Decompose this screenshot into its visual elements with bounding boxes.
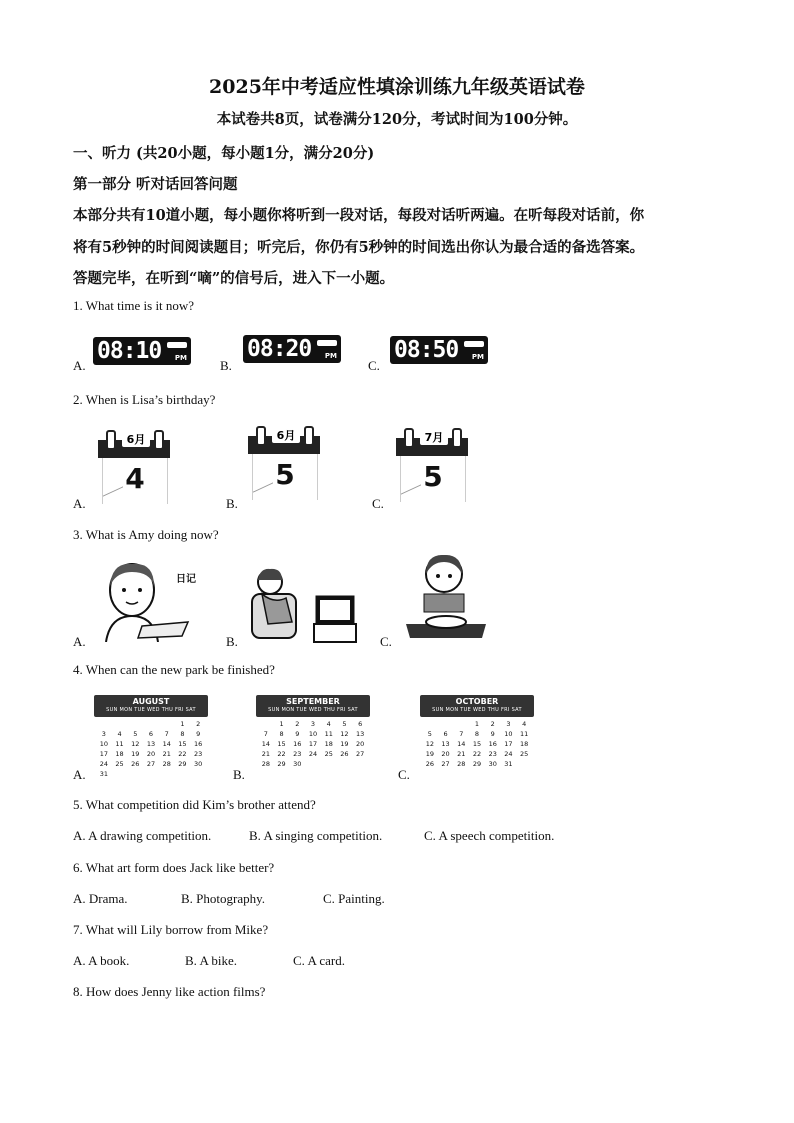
calendar-day-number: 20 xyxy=(146,750,156,758)
exam-subtitle: 本试卷共8页，试卷满分120分，考试时间为100分钟。 xyxy=(216,111,578,128)
calendar-day-number: 15 xyxy=(472,740,482,748)
calendar-day-number: 3 xyxy=(506,720,511,728)
calendar-day-number: 14 xyxy=(261,740,270,748)
calendar-day-number: 23 xyxy=(194,750,203,758)
clock-time: 08:10 xyxy=(97,338,162,364)
calendar-day-grid xyxy=(96,720,206,778)
calendar-day-number: 3 xyxy=(310,720,316,728)
calendar-icon-b xyxy=(248,426,320,502)
option-a[interactable]: A. A book. xyxy=(73,953,130,968)
calendar-day-number: 9 xyxy=(295,730,300,738)
part-heading: 第一部分 听对话回答问题 xyxy=(73,176,238,193)
calendar-day-number: 15 xyxy=(277,740,286,748)
calendar-day-number: 11 xyxy=(324,730,333,738)
calendar-day-number: 29 xyxy=(178,760,187,768)
calendar-day-number: 2 xyxy=(295,720,300,728)
option-label[interactable]: A. xyxy=(73,358,86,373)
calendar-day-number: 2 xyxy=(490,720,495,728)
question-5: 5. What competition did Kim’s brother attend? xyxy=(73,797,316,812)
calendar-blank xyxy=(143,720,159,728)
calendar-day-number: 30 xyxy=(488,760,497,768)
option-a[interactable]: A. Drama. xyxy=(73,891,128,906)
calendar-day-number: 19 xyxy=(340,740,349,748)
calendar-day-number: 28 xyxy=(457,760,466,768)
calendar-blank xyxy=(438,720,454,728)
option-c[interactable]: C. Painting. xyxy=(323,891,385,906)
question-8: 8. How does Jenny like action films? xyxy=(73,984,266,999)
calendar-day-number: 7 xyxy=(164,730,169,738)
calendar-day-number: 22 xyxy=(472,750,482,758)
calendar-day-number: 6 xyxy=(358,720,363,728)
girl-eating-image xyxy=(402,552,490,642)
calendar-day-number: 2 xyxy=(196,720,201,728)
calendar-day-number: 4 xyxy=(522,720,527,728)
question-7: 7. What will Lily borrow from Mike? xyxy=(73,922,269,937)
calendar-day-number: 11 xyxy=(520,730,529,738)
calendar-day-number: 22 xyxy=(178,750,187,758)
calendar-day-number: 8 xyxy=(279,730,284,738)
calendar-day-number: 16 xyxy=(488,740,497,748)
question-3: 3. What is Amy doing now? xyxy=(73,527,219,542)
calendar-day-number: 9 xyxy=(196,730,201,738)
month-calendar-b xyxy=(256,695,370,773)
question-4: 4. When can the new park be finished? xyxy=(73,662,275,677)
calendar-day-number: 16 xyxy=(194,740,203,748)
calendar-day-number: 16 xyxy=(293,740,302,748)
calendar-day-number: 10 xyxy=(504,730,513,738)
calendar-day-number: 29 xyxy=(277,760,286,768)
calendar-day-number: 20 xyxy=(441,750,450,758)
clock-indicator xyxy=(464,341,484,347)
option-label[interactable]: B. xyxy=(226,496,238,511)
calendar-blank xyxy=(127,720,143,728)
calendar-day-number: 10 xyxy=(308,730,318,738)
calendar-day: 5 xyxy=(275,458,295,491)
calendar-icon-c xyxy=(396,428,468,504)
option-label[interactable]: A. xyxy=(73,767,86,782)
calendar-day-number: 15 xyxy=(178,740,187,748)
option-a[interactable]: A. A drawing competition. xyxy=(73,828,212,843)
calendar-day-number: 5 xyxy=(427,730,432,738)
calendar-day-number: 7 xyxy=(263,730,268,738)
calendar-day-number: 1 xyxy=(279,720,284,728)
option-label[interactable]: A. xyxy=(73,634,86,649)
calendar-day-number: 24 xyxy=(308,750,318,758)
calendar-day-number: 21 xyxy=(162,750,171,758)
option-label[interactable]: C. xyxy=(372,496,384,511)
calendar-day-number: 25 xyxy=(115,760,124,768)
girl-writing-diary-image xyxy=(92,556,202,642)
calendar-day-number: 27 xyxy=(441,760,450,768)
calendar-day-number: 19 xyxy=(131,750,140,758)
calendar-day-number: 12 xyxy=(131,740,140,748)
option-b[interactable]: B. Photography. xyxy=(181,891,266,906)
calendar-day-number: 26 xyxy=(340,750,349,758)
calendar-day-number: 23 xyxy=(488,750,497,758)
calendar-weekdays: SUN MON TUE WED THU FRI SAT xyxy=(106,707,196,713)
calendar-day-number: 4 xyxy=(117,730,122,738)
calendar-day-number: 30 xyxy=(194,760,203,768)
option-label[interactable]: B. xyxy=(233,767,245,782)
calendar-day-number: 7 xyxy=(459,730,464,738)
calendar-day-number: 8 xyxy=(474,730,480,738)
clock-indicator xyxy=(167,342,187,348)
calendar-day-number: 14 xyxy=(457,740,466,748)
calendar-day-number: 19 xyxy=(425,750,434,758)
calendar-day-number: 17 xyxy=(99,750,108,758)
option-b[interactable]: B. A bike. xyxy=(185,953,238,968)
calendar-month: 6月 xyxy=(122,432,150,447)
instruction-line: 答题完毕，在听到“嘀”的信号后，进入下一小题。 xyxy=(73,270,395,287)
calendar-day-number: 24 xyxy=(99,760,108,768)
diary-label: 日记 xyxy=(176,574,196,585)
calendar-month: 6月 xyxy=(272,428,300,443)
calendar-icon-a xyxy=(98,430,170,506)
calendar-day: 5 xyxy=(423,460,443,493)
calendar-day-number: 21 xyxy=(457,750,466,758)
calendar-month-name: SEPTEMBER xyxy=(286,697,340,706)
option-b[interactable]: B. A singing competition. xyxy=(249,828,383,843)
calendar-weekdays: SUN MON TUE WED THU FRI SAT xyxy=(268,707,358,713)
calendar-day-number: 24 xyxy=(504,750,513,758)
calendar-day-number: 26 xyxy=(425,760,434,768)
calendar-day-number: 18 xyxy=(115,750,124,758)
calendar-blank xyxy=(422,720,438,728)
calendar-day-number: 18 xyxy=(520,740,529,748)
clock-pm: PM xyxy=(174,354,187,362)
calendar-day-number: 3 xyxy=(101,730,106,738)
question-2: 2. When is Lisa’s birthday? xyxy=(73,392,216,407)
instruction-line: 本部分共有10道小题，每小题你将听到一段对话，每段对话听两遍。在听每段对话前，你 xyxy=(73,207,645,224)
calendar-blank xyxy=(159,720,175,728)
calendar-day-number: 9 xyxy=(490,730,495,738)
calendar-day-number: 22 xyxy=(277,750,286,758)
digital-clock-c xyxy=(390,336,488,364)
calendar-day-number: 25 xyxy=(324,750,333,758)
option-label[interactable]: C. xyxy=(368,358,380,373)
calendar-day-number: 17 xyxy=(308,740,318,748)
calendar-day: 4 xyxy=(125,462,145,495)
exam-title: 2025年中考适应性填涂训练九年级英语试卷 xyxy=(209,76,585,98)
calendar-day-grid xyxy=(258,720,368,768)
calendar-day-number: 8 xyxy=(180,730,185,738)
calendar-day-number: 28 xyxy=(261,760,270,768)
calendar-day-number: 27 xyxy=(356,750,365,758)
option-label[interactable]: A. xyxy=(73,496,86,511)
calendar-day-number: 6 xyxy=(443,730,448,738)
month-calendar-a xyxy=(94,695,208,778)
clock-indicator xyxy=(317,340,337,346)
question-1: 1. What time is it now? xyxy=(73,298,195,313)
calendar-day-number: 27 xyxy=(146,760,156,768)
calendar-day-number: 12 xyxy=(340,730,349,738)
calendar-day-number: 1 xyxy=(180,720,185,728)
clock-time: 08:50 xyxy=(394,337,459,363)
calendar-day-number: 12 xyxy=(425,740,434,748)
calendar-day-number: 13 xyxy=(441,740,450,748)
option-label[interactable]: C. xyxy=(398,767,410,782)
digital-clock-a xyxy=(93,337,191,365)
calendar-day-number: 31 xyxy=(504,760,513,768)
option-c[interactable]: C. A speech competition. xyxy=(424,828,555,843)
calendar-day-grid xyxy=(422,720,532,768)
calendar-day-number: 1 xyxy=(474,720,480,728)
calendar-day-number: 14 xyxy=(162,740,171,748)
calendar-day-number: 5 xyxy=(342,720,347,728)
section-heading: 一、听力 (共20小题，每小题1分，满分20分) xyxy=(73,145,375,162)
calendar-day-number: 30 xyxy=(293,760,302,768)
calendar-month-name: OCTOBER xyxy=(455,697,499,706)
calendar-month: 7月 xyxy=(420,430,448,445)
calendar-day-number: 25 xyxy=(520,750,529,758)
clock-pm: PM xyxy=(324,352,337,360)
calendar-day-number: 13 xyxy=(356,730,365,738)
calendar-day-number: 26 xyxy=(131,760,140,768)
calendar-blank xyxy=(96,720,112,728)
clock-pm: PM xyxy=(471,353,484,361)
calendar-day-number: 20 xyxy=(356,740,365,748)
calendar-blank xyxy=(453,720,469,728)
calendar-day-number: 29 xyxy=(472,760,482,768)
calendar-weekdays: SUN MON TUE WED THU FRI SAT xyxy=(432,707,522,713)
calendar-day-number: 5 xyxy=(133,730,138,738)
girl-watching-tv-image xyxy=(246,564,358,644)
calendar-day-number: 21 xyxy=(261,750,270,758)
calendar-day-number: 6 xyxy=(148,730,154,738)
calendar-day-number: 11 xyxy=(115,740,124,748)
calendar-day-number: 23 xyxy=(293,750,302,758)
option-label[interactable]: B. xyxy=(220,358,232,373)
calendar-blank xyxy=(258,720,274,728)
option-label[interactable]: B. xyxy=(226,634,238,649)
instruction-line: 将有5秒钟的时间阅读题目；听完后，你仍有5秒钟的时间选出你认为最合适的备选答案。 xyxy=(73,239,645,256)
month-calendar-c xyxy=(420,695,534,773)
calendar-day-number: 10 xyxy=(99,740,108,748)
calendar-day-number: 28 xyxy=(162,760,171,768)
calendar-day-number: 18 xyxy=(324,740,333,748)
calendar-month-name: AUGUST xyxy=(132,697,170,706)
calendar-day-number: 4 xyxy=(326,720,331,728)
option-label[interactable]: C. xyxy=(380,634,392,649)
calendar-day-number: 17 xyxy=(504,740,513,748)
question-6: 6. What art form does Jack like better? xyxy=(73,860,275,875)
calendar-day-number: 13 xyxy=(146,740,156,748)
calendar-blank xyxy=(112,720,128,728)
digital-clock-b xyxy=(243,335,341,363)
option-c[interactable]: C. A card. xyxy=(293,953,345,968)
calendar-day-number: 31 xyxy=(99,770,108,778)
clock-time: 08:20 xyxy=(247,336,312,362)
